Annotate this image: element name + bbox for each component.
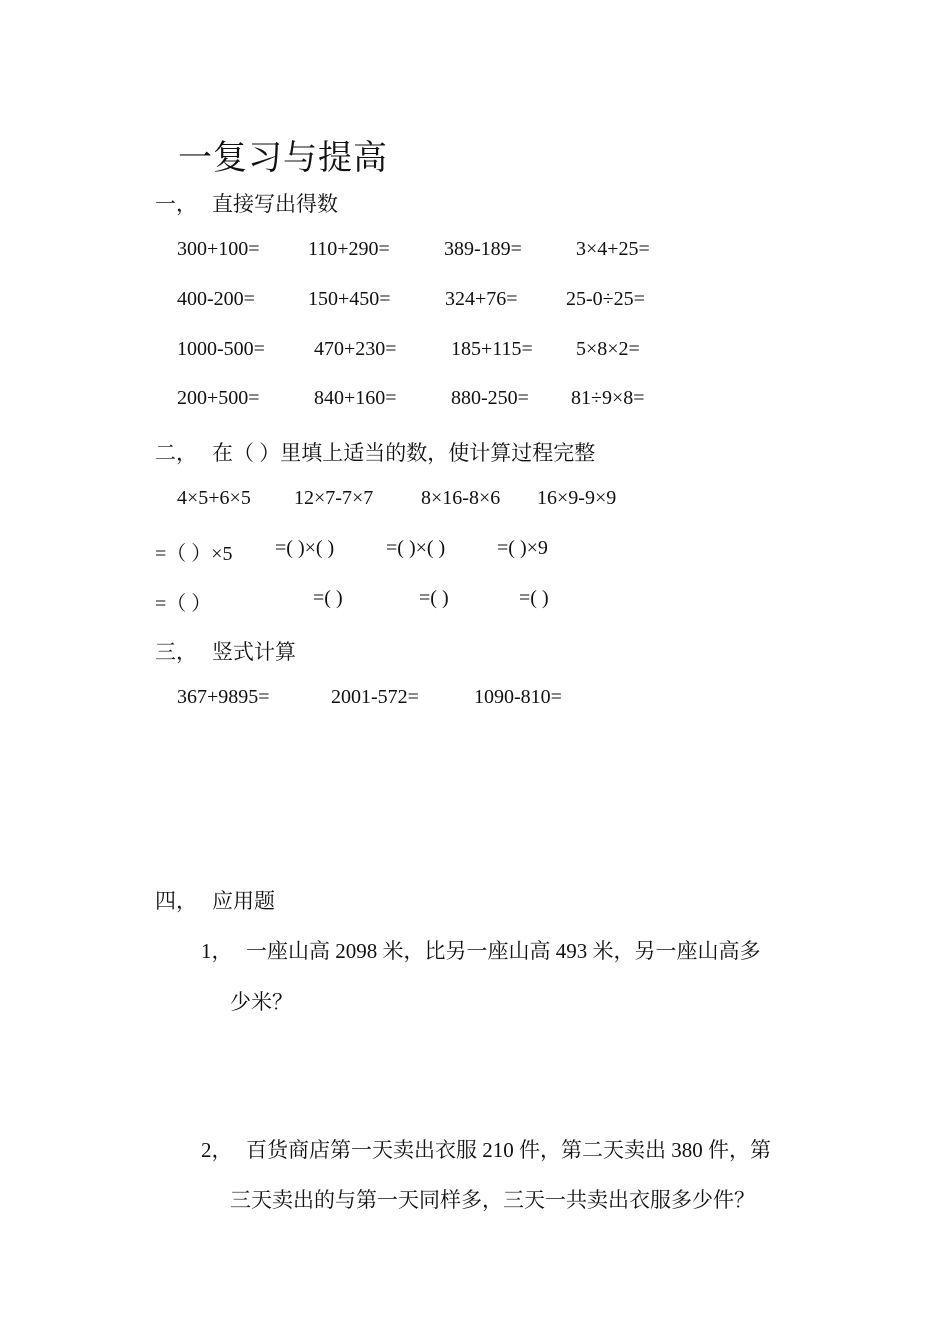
section-1-heading [155,188,555,216]
fill-blank: =( ) [519,587,549,609]
direct-item: 110+290= [308,238,390,260]
fill-expr: 16×9-9×9 [537,487,617,509]
direct-item: 300+100= [177,238,260,260]
fill-blank: =（ ） [155,593,212,615]
vertical-item: 367+9895= [177,686,270,708]
section-3-text: 竖式计算 [212,640,296,664]
problem-text-line: 一座山高 2098 米，比另一座山高 493 米，另一座山高多 [246,939,761,963]
section-2-heading [155,437,755,465]
fill-expr: 4×5+6×5 [177,487,251,509]
direct-item: 1000-500= [177,338,265,360]
direct-item: 150+450= [308,288,391,310]
fill-blank: =（ ）×5 [155,543,233,565]
direct-item: 400-200= [177,288,255,310]
fill-blank: =( )×( ) [275,537,335,559]
direct-item: 200+500= [177,387,260,409]
section-3-number: 三， [155,640,197,664]
fill-blank: =( )×9 [497,537,548,559]
page-title: 一复习与提高 [178,140,388,177]
problem-text-line: 三天卖出的与第一天同样多，三天一共卖出衣服多少件？ [230,1188,755,1212]
direct-item: 840+160= [314,387,397,409]
section-1-text: 直接写出得数 [212,192,338,216]
section-4-text: 应用题 [212,889,275,913]
direct-item: 880-250= [451,387,529,409]
section-2-number: 二， [155,441,197,465]
problem-text-line: 百货商店第一天卖出衣服 210 件，第二天卖出 380 件，第 [246,1138,771,1162]
direct-item: 3×4+25= [576,238,650,260]
section-1-number: 一， [155,192,197,216]
direct-item: 5×8×2= [576,338,640,360]
section-2-text: 在（ ）里填上适当的数，使计算过程完整 [212,441,596,465]
fill-blank: =( ) [313,587,343,609]
direct-item: 389-189= [444,238,522,260]
fill-expr: 8×16-8×6 [421,487,501,509]
problem-text-line: 少米？ [230,990,293,1014]
section-3-heading [155,636,555,664]
problem-number: 1， [201,939,233,963]
direct-item: 470+230= [314,338,397,360]
direct-item: 81÷9×8= [571,387,645,409]
fill-expr: 12×7-7×7 [294,487,374,509]
problem-number: 2， [201,1138,233,1162]
direct-item: 25-0÷25= [566,288,645,310]
section-4-heading [155,885,555,913]
direct-item: 324+76= [445,288,518,310]
vertical-item: 2001-572= [331,686,419,708]
fill-blank: =( )×( ) [386,537,446,559]
section-4-number: 四， [155,889,197,913]
vertical-item: 1090-810= [474,686,562,708]
direct-item: 185+115= [451,338,533,360]
fill-blank: =( ) [419,587,449,609]
